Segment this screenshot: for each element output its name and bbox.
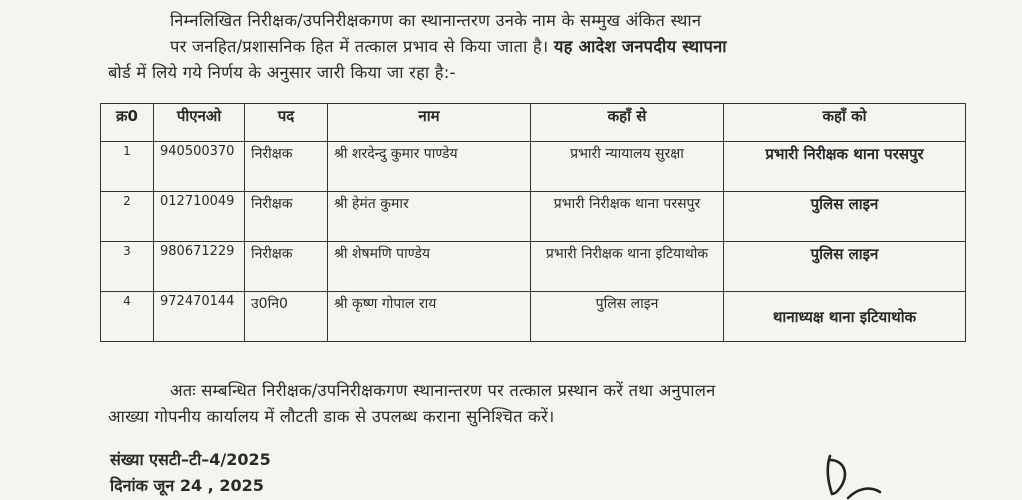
cell-pno: 940500370 — [154, 142, 245, 192]
cell-to: पुलिस लाइन — [724, 242, 966, 292]
cell-post: निरीक्षक — [245, 142, 328, 192]
cell-from: प्रभारी निरीक्षक थाना इटियाथोक — [531, 242, 724, 292]
cell-serial: 2 — [101, 192, 154, 242]
table-row — [101, 292, 966, 342]
intro-line-2-text: पर जनहित/प्रशासनिक हित में तत्काल प्रभाव से किया जाता है। — [170, 37, 549, 56]
cell-serial: 1 — [101, 142, 154, 192]
header-serial: क्र0 — [101, 104, 154, 142]
table-row — [101, 192, 966, 242]
signature-mark — [818, 448, 888, 500]
cell-to: पुलिस लाइन — [724, 192, 966, 242]
cell-name: श्री कृष्ण गोपाल राय — [328, 292, 531, 342]
reference-number: संख्या एसटी–टी–4/2025 — [110, 450, 271, 469]
cell-name: श्री शेषमणि पाण्डेय — [328, 242, 531, 292]
closing-line-2: आख्या गोपनीय कार्यालय में लौटती डाक से उपलब्ध कराना सुनिश्चित करें। — [108, 407, 555, 426]
closing-line-1: अतः सम्बन्धित निरीक्षक/उपनिरीक्षकगण स्थानान्तरण पर तत्काल प्रस्थान करें तथा अनुपालन — [170, 381, 716, 400]
cell-serial: 3 — [101, 242, 154, 292]
cell-post: उ0नि0 — [245, 292, 328, 342]
intro-line-2-bold: यह आदेश जनपदीय स्थापना — [553, 37, 727, 56]
intro-paragraph — [108, 8, 958, 86]
transfer-table — [100, 103, 966, 342]
reference-date: दिनांक जून 24 , 2025 — [110, 476, 264, 495]
cell-post: निरीक्षक — [245, 242, 328, 292]
cell-from: प्रभारी न्यायालय सुरक्षा — [531, 142, 724, 192]
cell-pno: 012710049 — [154, 192, 245, 242]
table-row — [101, 142, 966, 192]
intro-line-3: बोर्ड में लिये गये निर्णय के अनुसार जारी किया जा रहा है:- — [108, 63, 456, 82]
header-from: कहाँ से — [531, 104, 724, 142]
cell-to: प्रभारी निरीक्षक थाना परसपुर — [724, 142, 966, 192]
cell-pno: 980671229 — [154, 242, 245, 292]
intro-line-2 — [108, 34, 958, 60]
cell-name: श्री हेमंत कुमार — [328, 192, 531, 242]
cell-post: निरीक्षक — [245, 192, 328, 242]
header-pno: पीएनओ — [154, 104, 245, 142]
cell-pno: 972470144 — [154, 292, 245, 342]
header-post: पद — [245, 104, 328, 142]
table-header-row — [101, 104, 966, 142]
header-to: कहाँ को — [724, 104, 966, 142]
cell-to: थानाध्यक्ष थाना इटियाथोक — [724, 292, 966, 342]
table-row — [101, 242, 966, 292]
header-name: नाम — [328, 104, 531, 142]
intro-line-1: निम्नलिखित निरीक्षक/उपनिरीक्षकगण का स्थानान्तरण उनके नाम के सम्मुख अंकित स्थान — [170, 11, 702, 30]
cell-serial: 4 — [101, 292, 154, 342]
cell-name: श्री शरदेन्दु कुमार पाण्डेय — [328, 142, 531, 192]
cell-from: प्रभारी निरीक्षक थाना परसपुर — [531, 192, 724, 242]
closing-paragraph — [108, 378, 958, 430]
cell-from: पुलिस लाइन — [531, 292, 724, 342]
